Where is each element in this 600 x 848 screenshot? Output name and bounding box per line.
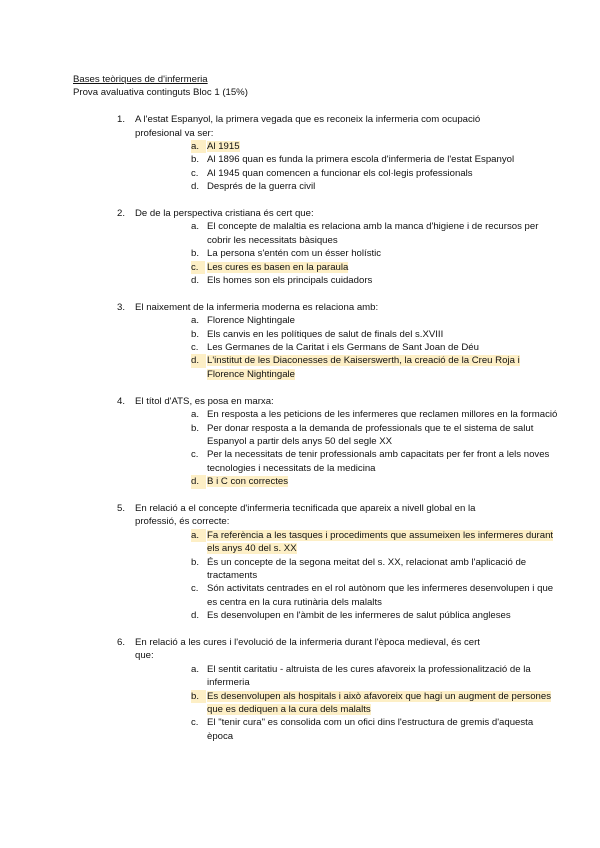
question-number: 6. xyxy=(117,636,126,648)
question-item xyxy=(73,502,554,623)
option-item-highlighted xyxy=(135,354,559,381)
option-item xyxy=(135,663,559,690)
option-text: En resposta a les peticions de les infermeres que reclamen millores en la formació xyxy=(207,409,558,421)
option-text: Fa referència a les tasques i procediments que assumeixen les infermeres durant els anys 40 del s. XX xyxy=(207,529,554,555)
question-number: 4. xyxy=(117,395,126,407)
option-letter: d. xyxy=(191,354,206,367)
option-text: Florence Nightingale xyxy=(207,315,295,327)
spacer xyxy=(73,623,513,636)
spacer xyxy=(73,100,513,113)
question-text: En relació a el concepte d'infermeria tecnificada que apareix a nivell global en la professió, és correcte: xyxy=(135,502,476,528)
option-item xyxy=(135,167,559,180)
option-letter: a. xyxy=(191,140,206,153)
question-item xyxy=(73,395,558,489)
option-letter: b. xyxy=(191,154,200,166)
question-number: 2. xyxy=(117,208,126,220)
option-letter: c. xyxy=(191,342,199,354)
option-text: Per la necessitats de tenir professionals amb capacitats per fer front a lels noves tecnologies i necessitats de la medicina xyxy=(207,449,550,474)
spacer xyxy=(73,194,513,207)
question-item xyxy=(73,301,520,381)
question-text: El naixement de la infermeria moderna es relaciona amb: xyxy=(135,301,379,313)
option-text: El sentit caritatiu - altruista de les cures afavoreix la professionalització de la infermeria xyxy=(207,663,531,689)
option-item xyxy=(135,556,559,583)
option-letter: d. xyxy=(191,475,206,488)
option-text: Al 1915 xyxy=(207,141,240,153)
option-letter: d. xyxy=(191,275,200,287)
option-text: Les Germanes de la Caritat i els Germans de Sant Joan de Déu xyxy=(207,342,479,354)
option-item xyxy=(135,247,559,260)
option-list xyxy=(135,314,520,381)
spacer xyxy=(73,381,513,394)
option-list xyxy=(135,663,552,743)
option-letter: b. xyxy=(191,248,200,260)
option-text: Després de la guerra civil xyxy=(207,181,316,193)
document-page xyxy=(73,73,558,743)
option-letter: b. xyxy=(191,422,200,434)
question-item xyxy=(73,636,552,743)
option-text: El "tenir cura" es consolida com un ofici dins l'estructura de gremis d'aquesta època xyxy=(207,717,534,742)
option-item-highlighted xyxy=(135,529,559,556)
option-letter: c. xyxy=(191,583,199,595)
option-item xyxy=(135,609,559,622)
document-subtitle: Prova avaluativa continguts Bloc 1 (15%) xyxy=(73,87,248,99)
option-item xyxy=(135,153,559,166)
option-item-highlighted xyxy=(135,140,559,153)
question-number: 5. xyxy=(117,502,126,514)
option-letter: c. xyxy=(191,167,199,179)
option-list xyxy=(135,408,558,488)
option-text: B i C con correctes xyxy=(207,476,289,488)
option-letter: c. xyxy=(191,261,205,274)
option-item-highlighted xyxy=(135,690,559,717)
option-letter: c. xyxy=(191,449,199,461)
question-text: De de la perspectiva cristiana és cert que: xyxy=(135,208,314,220)
option-text: Els homes son els principals cuidadors xyxy=(207,275,373,287)
option-item xyxy=(135,582,559,609)
spacer xyxy=(73,287,513,300)
option-letter: a. xyxy=(191,315,200,327)
option-letter: a. xyxy=(191,221,200,233)
option-letter: d. xyxy=(191,610,200,622)
option-item xyxy=(135,448,559,475)
option-letter: b. xyxy=(191,556,200,568)
question-list xyxy=(73,113,558,743)
option-letter: a. xyxy=(191,409,200,421)
option-text: L'institut de les Diaconesses de Kaiserswerth, la creació de la Creu Roja i Florence Nightingale xyxy=(207,355,520,380)
option-text: Els canvis en les polítiques de salut de finals del s.XVIII xyxy=(207,328,444,340)
option-item xyxy=(135,408,559,421)
option-text: La persona s'entén com un ésser holístic xyxy=(207,248,382,260)
option-item xyxy=(135,314,559,327)
option-text: Es desenvolupen en l'àmbit de les infermeres de salut pública angleses xyxy=(207,610,511,622)
option-letter: c. xyxy=(191,717,199,729)
option-item xyxy=(135,220,559,247)
option-letter: a. xyxy=(191,529,206,542)
option-text: Al 1896 quan es funda la primera escola d'infermeria de l'estat Espanyol xyxy=(207,154,515,166)
option-list xyxy=(135,529,554,623)
option-item xyxy=(135,180,559,193)
question-number: 1. xyxy=(117,114,126,126)
question-text: El títol d'ATS, es posa en marxa: xyxy=(135,395,274,407)
spacer xyxy=(73,489,513,502)
document-title: Bases teòriques de d'infermeria xyxy=(73,74,208,85)
option-item xyxy=(135,422,559,449)
option-item xyxy=(135,341,559,354)
question-number: 3. xyxy=(117,301,126,313)
option-item-highlighted xyxy=(135,475,559,488)
question-text: En relació a les cures i l'evolució de la infermeria durant l'època medieval, és cert que: xyxy=(135,636,480,662)
option-letter: a. xyxy=(191,663,200,675)
option-text: Al 1945 quan comencen a funcionar els col·legis professionals xyxy=(207,167,473,179)
option-text: El concepte de malaltia es relaciona amb la manca d'higiene i de recursos per cobrir les necessitats bàsiques xyxy=(207,221,539,246)
option-list xyxy=(135,140,513,194)
question-text: A l'estat Espanyol, la primera vegada que es reconeix la infermeria com ocupació profesional va ser: xyxy=(135,114,481,139)
option-text: Són activitats centrades en el rol autònom que les infermeres desenvolupen i que es centra en la cura rutinària dels malalts xyxy=(207,583,554,608)
option-letter: b. xyxy=(191,328,200,340)
option-letter: b. xyxy=(191,690,206,703)
question-item xyxy=(73,207,539,287)
option-item xyxy=(135,274,559,287)
option-item-highlighted xyxy=(135,261,559,274)
option-text: Les cures es basen en la paraula xyxy=(207,261,349,273)
option-letter: d. xyxy=(191,181,200,193)
option-text: Es desenvolupen als hospitals i això afavoreix que hagi un augment de persones que es dediquen a la cura dels malalts xyxy=(207,690,552,715)
option-item xyxy=(135,716,559,743)
question-item xyxy=(73,113,513,193)
option-text: Per donar resposta a la demanda de professionals que te el sistema de salut Espanyol a partir dels anys 50 del segle XX xyxy=(207,422,534,447)
option-list xyxy=(135,220,539,287)
option-item xyxy=(135,328,559,341)
option-text: És un concepte de la segona meitat del s. XX, relacionat amb l'aplicació de tractaments xyxy=(207,556,527,581)
